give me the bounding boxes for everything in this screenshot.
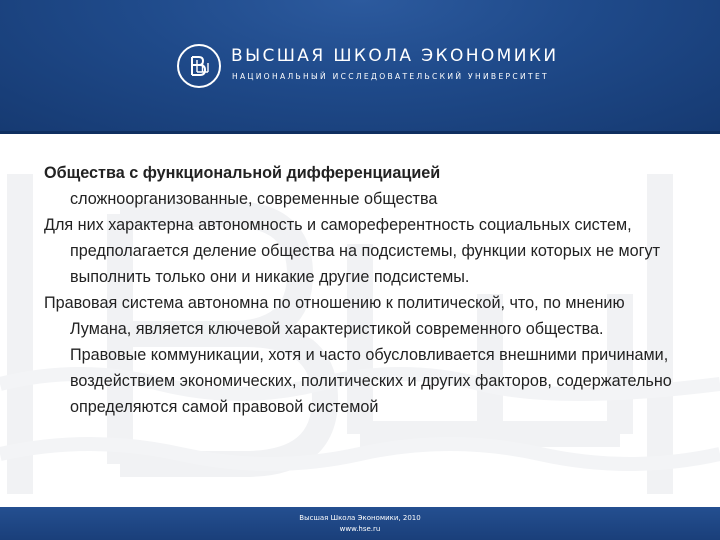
footer-copyright: Высшая Школа Экономики, 2010 — [299, 514, 421, 522]
brand-subtitle: НАЦИОНАЛЬНЫЙ ИССЛЕДОВАТЕЛЬСКИЙ УНИВЕРСИТЕТ — [232, 72, 549, 81]
paragraph-3 — [44, 290, 684, 420]
paragraph-text: Для них характерна автономность и самореферентность социальных систем, предполагается деление общества на подсистемы, функции которых не могут выполнить только они и никакие другие подсистемы. — [44, 216, 660, 286]
paragraph-text: сложноорганизованные, современные общества — [70, 190, 438, 208]
header-divider — [0, 131, 720, 134]
paragraph-heading: Общества с функциональной дифференциацией — [44, 164, 441, 182]
header-banner — [0, 0, 720, 131]
footer-bar — [0, 507, 720, 540]
hse-logo-icon — [177, 44, 221, 88]
footer-website-link[interactable]: www.hse.ru — [339, 525, 381, 533]
slide-content — [44, 160, 684, 420]
hse-logo-glyph — [184, 51, 214, 81]
brand-title: ВЫСШАЯ ШКОЛА ЭКОНОМИКИ — [231, 46, 559, 66]
paragraph-1 — [44, 160, 684, 212]
paragraph-2 — [44, 212, 684, 290]
paragraph-text: Правовая система автономна по отношению к политической, что, по мнению Лумана, является ключевой характеристикой современного общества. Правовые коммуникации, хотя и часто обусловливается внешними причинами, воздействием экономических, политических и других факторов, содержательно определяются самой правовой системой — [44, 294, 672, 416]
